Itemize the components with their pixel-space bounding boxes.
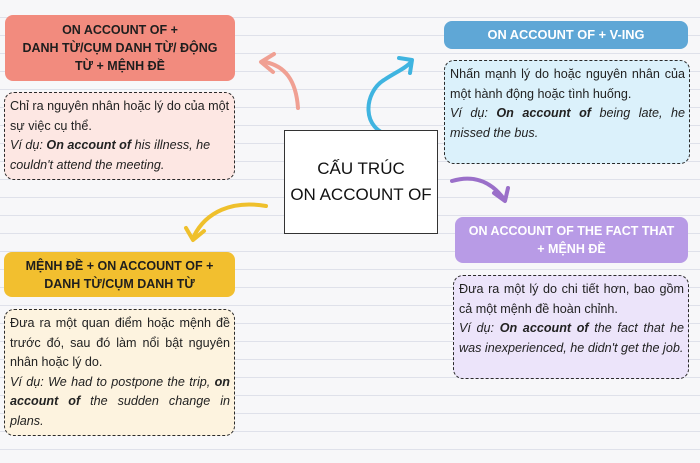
bottom-left-example: Ví dụ: We had to postpone the trip, on account of the sudden change in plans. (10, 374, 230, 428)
top-right-header-text: ON ACCOUNT OF + V-ING (487, 27, 645, 42)
bottom-left-header-line1: MỆNH ĐỀ + ON ACCOUNT OF + (25, 258, 214, 273)
bottom-left-desc: Đưa ra một quan điểm hoặc mệnh đề trước đó, sau đó làm nổi bật nguyên nhân hoặc lý do. (10, 316, 230, 369)
top-left-header-line1: ON ACCOUNT OF + (62, 23, 178, 37)
bottom-right-header-line2: + MỆNH ĐỀ (537, 242, 606, 256)
top-right-example: Ví dụ: On account of being late, he missed the bus. (450, 106, 686, 140)
bottom-right-header-line1: ON ACCOUNT OF THE FACT THAT (468, 224, 675, 238)
bottom-right-card (453, 275, 689, 379)
top-left-header-line3: TỪ + MỆNH ĐỀ (75, 59, 165, 73)
top-left-desc: Chỉ ra nguyên nhân hoặc lý do của một sự việc cụ thể. (10, 99, 230, 133)
top-left-header-line2: DANH TỪ/CỤM DANH TỪ/ ĐỘNG (22, 41, 218, 55)
top-left-card (4, 92, 235, 180)
bottom-left-header (4, 252, 235, 297)
top-left-header (5, 15, 235, 81)
arrow-top-right (368, 62, 411, 136)
top-right-card (444, 60, 690, 164)
center-title-box (284, 130, 438, 234)
bottom-left-card (4, 309, 235, 436)
top-right-header (444, 21, 688, 49)
bottom-left-header-line2: DANH TỪ/CỤM DANH TỪ (44, 276, 195, 291)
bottom-right-example: Ví dụ: On account of the fact that he was inexperienced, he didn't get the job. (459, 321, 684, 355)
center-title-line1: CẤU TRÚC (317, 159, 405, 178)
bottom-right-desc: Đưa ra một lý do chi tiết hơn, bao gồm cả một mệnh đề hoàn chỉnh. (459, 282, 684, 316)
top-left-example: Ví dụ: On account of his illness, he couldn't attend the meeting. (10, 138, 211, 172)
center-title-line2: ON ACCOUNT OF (290, 185, 432, 204)
bottom-right-header (455, 217, 688, 263)
top-right-desc: Nhấn mạnh lý do hoặc nguyên nhân của một hành động hoặc tình huống. (450, 67, 685, 101)
